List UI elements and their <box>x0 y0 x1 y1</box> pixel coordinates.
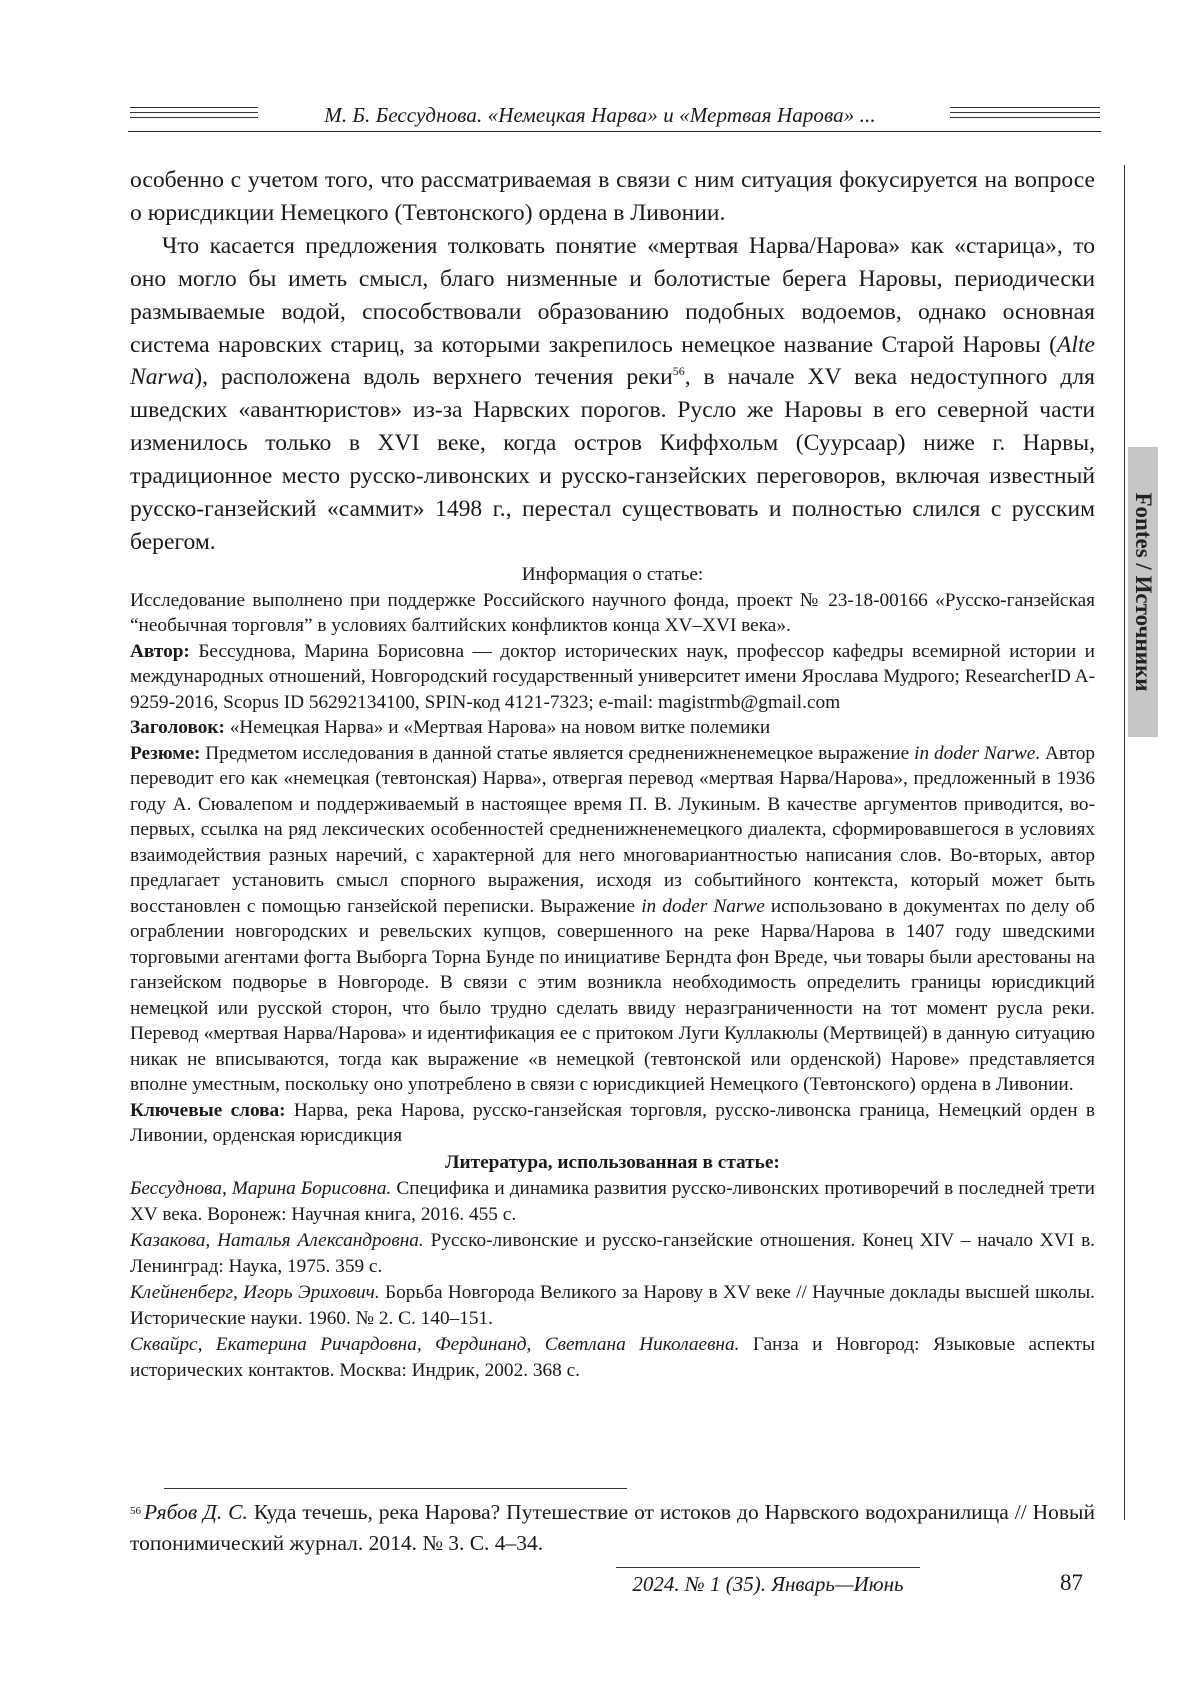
footnote-author: Рябов Д. С. <box>144 1500 248 1524</box>
title-text: «Немецкая Нарва» и «Мертвая Нарова» на новом витке полемики <box>224 717 771 738</box>
body-text-run: , в начале XV века недоступного для шведских «авантюристов» из-за Нарвских порогов. Русло же Наровы в его северной части изменилось только в XVI веке, когда остров Киффхольм (Суурсаар) ниже г. Нарвы, традиционное место русско-ливонских и русско-ганзейских переговоров, включая известный русско-ганзейский «саммит» 1498 г., перестал существовать и полностью слился с русским берегом. <box>130 364 1095 555</box>
footer-rule <box>616 1567 920 1568</box>
article-info <box>130 562 1095 1383</box>
literature-heading: Литература, использованная в статье: <box>445 1151 780 1173</box>
body-paragraph <box>130 230 1095 559</box>
reference-author: Сквайрс, Екатерина Ричардовна, Фердинанд, Светлана Николаевна. <box>130 1334 740 1355</box>
funding-note: Исследование выполнено при поддержке Российского научного фонда, проект № 23-18-00166 «Русско-ганзейская “необычная торговля” в условиях балтийских конфликтов конца XV–XVI века». <box>130 589 1095 636</box>
abstract-text: Предметом исследования в данной статье является средненижненемецкое выражение <box>200 742 915 764</box>
reference-text: Борьба Новгорода Великого за Нарову в XV веке // Научные доклады высшей школы. Исторические науки. 1960. № 2. С. 140–151. <box>130 1282 1095 1329</box>
body-italic-term: Alte Narwa <box>130 331 1095 391</box>
body-paragraph: особенно с учетом того, что рассматриваемая в связи с ним ситуация фокусируется на вопросе о юрисдикции Немецкого (Тевтонского) ордена в Ливонии. <box>130 167 1095 226</box>
keywords <box>130 1098 1095 1149</box>
abstract-text: . Автор переводит его как «немецкая (тевтонская) Нарва», отвергая перевод «мертвая Нарва/Нарова», предложенный в 1936 году А. Сювалепом и поддерживаемый в настоящее время П. В. Лукиным. В качестве аргументов приводится, во-первых, ссылка на ряд лексических особенностей средненижненемецкого диалекта, сформировавшегося в условиях взаимодействия разных наречий, с характерной для него многовариантностью написания слов. Во-вторых, автор предлагает установить смысл спорного выражения, исходя из событийного контекста, который может быть восстановлен с помощью ганзейской переписки. Выражение <box>130 742 1095 917</box>
reference-author: Клейненберг, Игорь Эрихович. <box>130 1282 380 1303</box>
abstract-italic-term: in doder Narwe <box>641 895 765 917</box>
abstract <box>130 741 1095 1098</box>
header-bottom-rule <box>128 131 1101 132</box>
header-rule-right-3 <box>950 117 1100 118</box>
abstract-label: Резюме: <box>130 742 201 764</box>
author-info <box>130 639 1095 716</box>
reference-item <box>130 1332 1095 1383</box>
page-number: 87 <box>1060 1570 1083 1595</box>
abstract-text: использовано в документах по делу об ограблении новгородских и ревельских купцов, совершенного на реке Нарва/Нарова в 1407 году шведскими торговыми агентами фогта Выборга Торна Бунде по инициативе Берндта фон Вреде, чьи товары были арестованы на ганзейском подворье в Новгороде. В связи с этим возникла необходимость определить границы юрисдикций немецкой или русской сторон, что было трудно сделать ввиду неразграниченности на тот момент русла реки. Перевод «мертвая Нарва/Нарова» и идентификация ее с притоком Луги Куллакюлы (Мертвицей) в данную ситуацию никак не вписываются, тогда как выражение «в немецкой (тевтонской или орденской) Нарове» представляется вполне уместным, поскольку оно употреблено в связи с юрисдикцией Немецкого (Тевтонского) ордена в Ливонии. <box>130 895 1095 1095</box>
keywords-label: Ключевые слова: <box>130 1099 286 1121</box>
header-rule-left-2 <box>130 112 258 113</box>
title-label: Заголовок: <box>130 717 225 738</box>
header-rule-right-2 <box>950 112 1100 113</box>
article-info-heading: Информация о статье: <box>521 564 704 585</box>
footnote-ref[interactable]: 56 <box>672 364 685 379</box>
body-text-run: ), расположена вдоль верхнего течения реки <box>194 364 673 391</box>
keywords-text: Нарва, река Нарова, русско-ганзейская торговля, русско-ливонска граница, Немецкий орден в Ливонии, орденская юрисдикция <box>130 1099 1096 1146</box>
reference-author: Бессуднова, Марина Борисовна. <box>130 1178 392 1199</box>
reference-text: Специфика и динамика развития русско-ливонских противоречий в последней трети XV века. Воронеж: Научная книга, 2016. 455 с. <box>130 1178 1095 1225</box>
body-text-run: Что касается предложения толковать понятие «мертвая Нарва/Нарова» как «старица», то оно могло бы иметь смысл, благо низменные и болотистые берега Наровы, периодически размываемые водой, способствовали образованию подобных водоемов, однако основная система наровских стариц, за которыми закрепилось немецкое название Старой Наровы ( <box>130 232 1095 358</box>
section-tab-label: Fontes / Источники <box>1131 492 1156 692</box>
reference-item <box>130 1228 1095 1279</box>
body-text <box>130 164 1095 559</box>
header-rule-right-1 <box>950 107 1100 108</box>
reference-text: Русско-ливонские и русско-ганзейские отношения. Конец XIV – начало XVI в. Ленинград: Наука, 1975. 359 с. <box>130 1230 1095 1277</box>
reference-item <box>130 1176 1095 1227</box>
header-rule-left-1 <box>130 107 258 108</box>
footnote <box>130 1496 1095 1559</box>
reference-author: Казакова, Наталья Александровна. <box>130 1230 424 1251</box>
issue-info: 2024. № 1 (35). Январь—Июнь <box>632 1572 904 1596</box>
footnote-number: 56 <box>130 1505 141 1517</box>
reference-item <box>130 1280 1095 1331</box>
author-text: Бессуднова, Марина Борисовна — доктор исторических наук, профессор кафедры всемирной истории и международных отношений, Новгородский государственный университет имени Ярослава Мудрого; ResearcherID A-9259-2016, Scopus ID 56292134100, SPIN-код 4121-7323; e-mail: magistrmb@gmail.com <box>130 640 1095 713</box>
article-title-info <box>130 715 1095 741</box>
header-rule-left-3 <box>130 117 258 118</box>
section-tab <box>1128 447 1158 737</box>
running-title: М. Б. Бессуднова. «Немецкая Нарва» и «Мертвая Нарова» ... <box>324 103 876 127</box>
footnote-rule <box>164 1488 627 1489</box>
footnote-text: Куда течешь, река Нарова? Путешествие от истоков до Нарвского водохранилища // Новый топонимический журнал. 2014. № 3. С. 4–34. <box>130 1500 1095 1555</box>
author-label: Автор: <box>130 640 190 662</box>
right-margin-rule <box>1124 165 1125 1520</box>
abstract-italic-term: in doder Narwe <box>914 742 1036 764</box>
reference-text: Ганза и Новгород: Языковые аспекты исторических контактов. Москва: Индрик, 2002. 368 с. <box>130 1334 1095 1381</box>
